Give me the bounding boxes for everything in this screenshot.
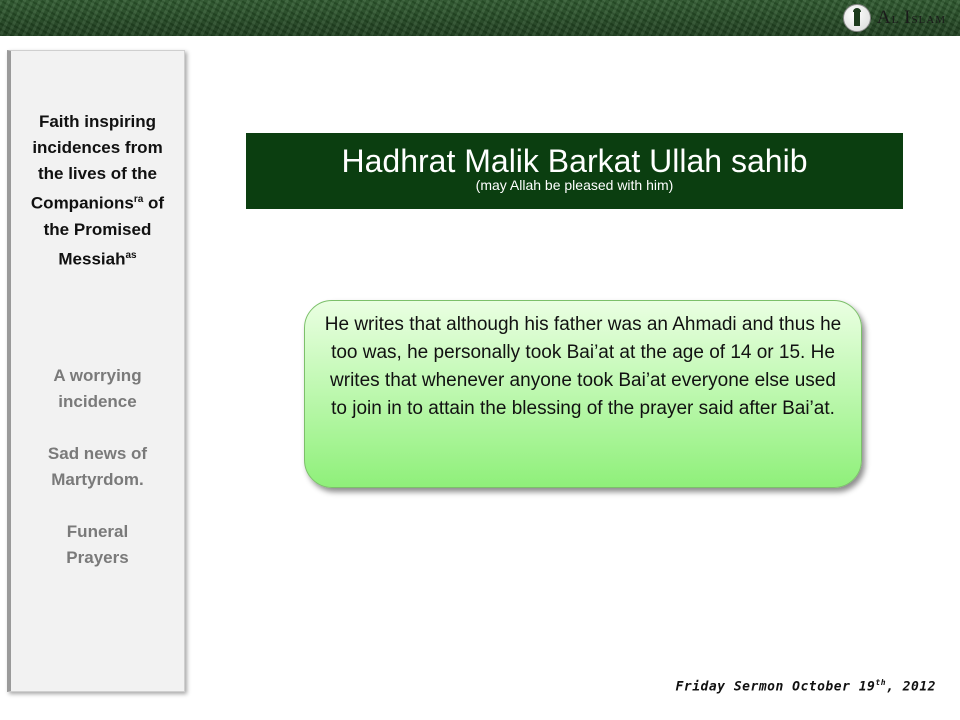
page-subtitle: (may Allah be pleased with him) xyxy=(475,177,674,193)
quote-box: He writes that although his father was an Ahmadi and thus he too was, he personally took Bai’at at the age of 14 or 15. He writes that whenever anyone took Bai’at everyone else used to join in to attain the blessing of the prayer said after Bai’at. xyxy=(304,300,862,488)
sidebar-item-worrying-incidence[interactable]: A worrying incidence xyxy=(53,366,142,411)
top-banner xyxy=(0,0,960,36)
sidebar-item-funeral-prayers[interactable]: Funeral Prayers xyxy=(66,522,129,567)
footer-date: Friday Sermon October 19th, 2012 xyxy=(675,678,936,695)
sidebar xyxy=(7,50,185,692)
logo-text: Al Islam xyxy=(876,7,946,28)
sidebar-item-martyrdom[interactable]: Sad news of Martyrdom. xyxy=(47,444,148,489)
sidebar-heading: Faith inspiring incidences from the lives of the Companions$^{ra}$ of the Promised Messiah$^{as}$ xyxy=(30,112,165,269)
sidebar-items xyxy=(11,363,184,597)
page-title: Hadhrat Malik Barkat Ullah sahib xyxy=(341,143,808,179)
al-islam-logo[interactable] xyxy=(843,4,946,32)
minaret-icon xyxy=(843,4,871,32)
title-box xyxy=(246,133,903,209)
